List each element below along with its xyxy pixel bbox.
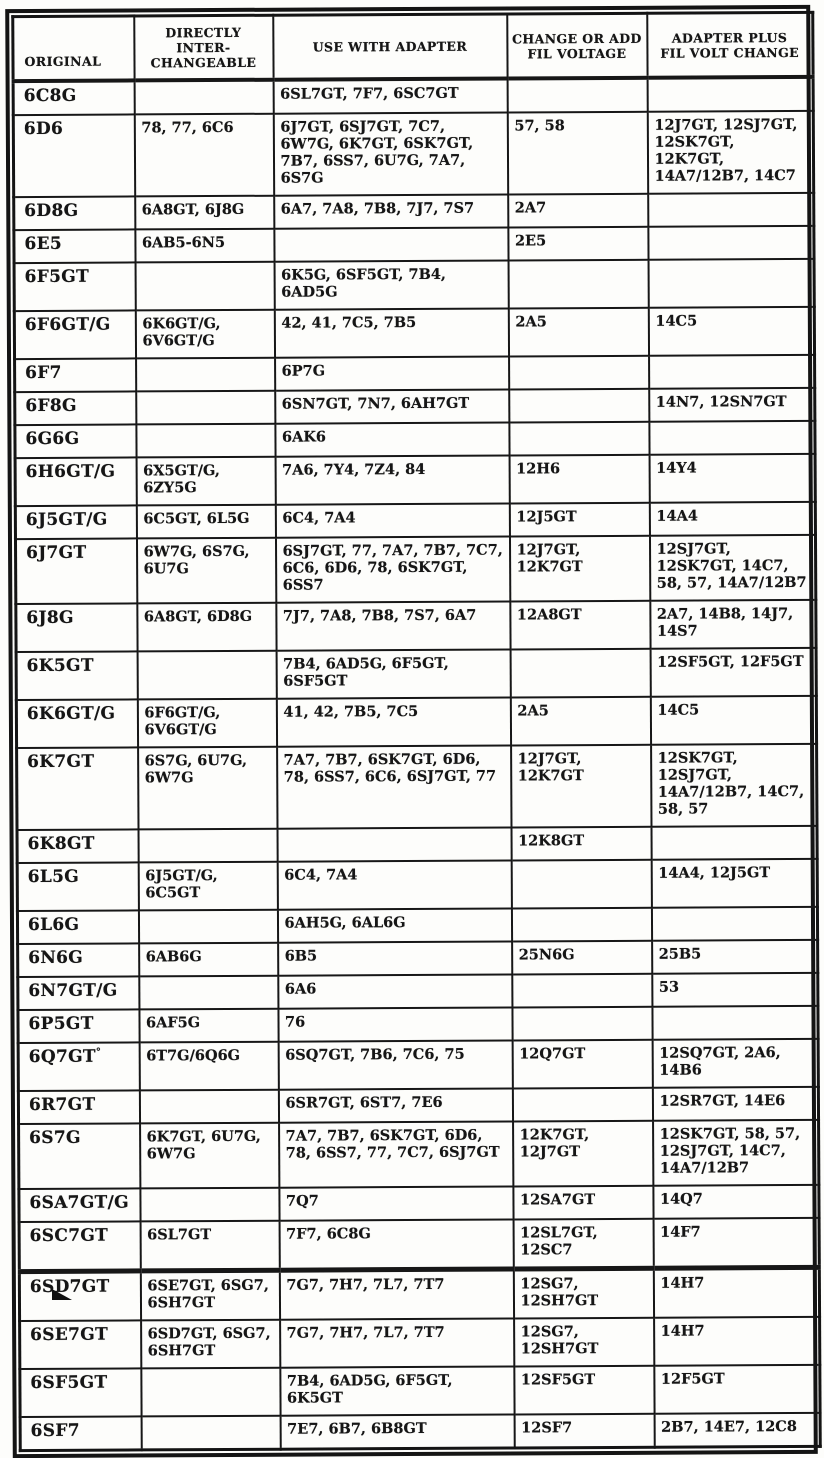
cell-directly-interchangeable: 6W7G, 6S7G, 6U7G: [136, 538, 275, 604]
original-tube-label: 6N7GT/G: [28, 980, 118, 1002]
cell-adapter-plus-fil-volt-change: [652, 1006, 818, 1040]
cell-use-with-adapter: 7A6, 7Y4, 7Z4, 84: [275, 455, 509, 504]
cell-adapter-plus-fil-volt-change: 14Q7: [653, 1185, 819, 1219]
cell-use-with-adapter: 6SJ7GT, 77, 7A7, 7B7, 7C7, 6C6, 6D6, 78, 6SK7GT, 6SS7: [275, 536, 509, 602]
cell-directly-interchangeable: 6AB6G: [139, 943, 278, 977]
cell-adapter-plus-fil-volt-change: [648, 259, 814, 308]
cell-original: [16, 699, 137, 748]
original-tube-label: 6F7: [25, 362, 62, 384]
cell-directly-interchangeable: [136, 358, 275, 392]
cell-directly-interchangeable: 6J5GT/G, 6C5GT: [138, 862, 277, 911]
cell-adapter-plus-fil-volt-change: 14C5: [648, 307, 814, 356]
cell-adapter-plus-fil-volt-change: [649, 355, 815, 389]
cell-adapter-plus-fil-volt-change: [648, 193, 814, 227]
original-tube-label: 6D8G: [24, 200, 79, 222]
table-row: [17, 744, 817, 830]
cell-adapter-plus-fil-volt-change: 12SJ7GT, 12SK7GT, 14C7, 58, 57, 14A7/12B7: [649, 535, 815, 601]
cell-change-or-add-fil-voltage: 25N6G: [512, 941, 652, 975]
cell-original: [16, 603, 137, 652]
cell-use-with-adapter: 7G7, 7H7, 7L7, 7T7: [280, 1318, 514, 1367]
cell-directly-interchangeable: 6A8GT, 6J8G: [135, 196, 274, 230]
cell-adapter-plus-fil-volt-change: 12SQ7GT, 2A6, 14B6: [652, 1039, 818, 1088]
cell-change-or-add-fil-voltage: 12K7GT, 12J7GT: [513, 1121, 653, 1187]
table-row: [15, 421, 815, 458]
table-row: [19, 1267, 819, 1321]
header-row: [13, 12, 813, 81]
cell-adapter-plus-fil-volt-change: 2A7, 14B8, 14J7, 14S7: [650, 600, 816, 649]
cell-original: [17, 910, 138, 944]
cell-directly-interchangeable: [139, 976, 278, 1010]
cell-directly-interchangeable: 6SD7GT, 6SG7, 6SH7GT: [141, 1320, 280, 1369]
cell-original: [17, 862, 138, 911]
table-row: [15, 535, 815, 604]
cell-directly-interchangeable: 6K7GT, 6U7G, 6W7G: [140, 1123, 279, 1189]
cell-original: [14, 310, 135, 359]
cell-use-with-adapter: 7F7, 6C8G: [279, 1219, 513, 1270]
cell-original: [15, 391, 136, 425]
cell-use-with-adapter: 7Q7: [279, 1186, 513, 1220]
cell-adapter-plus-fil-volt-change: 12J7GT, 12SJ7GT, 12SK7GT, 12K7GT, 14A7/12B7, 14C7: [647, 111, 813, 194]
table-row: [18, 1039, 818, 1091]
tube-interchangeability-table: [5, 5, 818, 1458]
col-header-use-with-adapter: USE WITH ADAPTER: [273, 14, 507, 80]
cell-use-with-adapter: 76: [278, 1007, 512, 1041]
col-header-change-or-add-fil-voltage: CHANGE OR ADD FIL VOLTAGE: [507, 13, 647, 78]
table-row: [14, 307, 814, 359]
cell-original: [19, 1123, 140, 1189]
cell-change-or-add-fil-voltage: 57, 58: [507, 112, 647, 195]
table-row: [19, 1120, 819, 1189]
cell-adapter-plus-fil-volt-change: 12SR7GT, 14E6: [652, 1087, 818, 1121]
cell-use-with-adapter: 6K5G, 6SF5GT, 7B4, 6AD5G: [274, 260, 508, 309]
table-row: [20, 1365, 820, 1417]
cell-directly-interchangeable: 6AB5-6N5: [135, 229, 274, 263]
cell-change-or-add-fil-voltage: 12SL7GT, 12SC7: [513, 1219, 653, 1269]
cell-adapter-plus-fil-volt-change: 14A4, 12J5GT: [651, 859, 817, 908]
cell-directly-interchangeable: 6K6GT/G, 6V6GT/G: [135, 310, 274, 359]
col-header-directly-interchangeable: DIRECTLY INTER- CHANGEABLE: [134, 15, 273, 80]
cell-directly-interchangeable: 6F6GT/G, 6V6GT/G: [137, 699, 276, 748]
original-tube-label: 6F8G: [25, 395, 77, 417]
cell-change-or-add-fil-voltage: 12J5GT: [509, 503, 649, 537]
cell-change-or-add-fil-voltage: 12J7GT, 12K7GT: [511, 745, 651, 828]
cell-adapter-plus-fil-volt-change: 14F7: [653, 1218, 819, 1268]
cell-change-or-add-fil-voltage: 12Q7GT: [512, 1040, 652, 1089]
original-tube-label: 6J7GT: [26, 542, 87, 564]
cell-change-or-add-fil-voltage: [512, 1088, 652, 1122]
cell-directly-interchangeable: 6X5GT/G, 6ZY5G: [136, 457, 275, 506]
scan-artifact: [52, 1289, 72, 1300]
original-tube-label: 6SD7GT: [29, 1276, 110, 1298]
cell-original: [13, 114, 134, 197]
cell-original: [18, 943, 139, 977]
cell-use-with-adapter: 7B4, 6AD5G, 6F5GT, 6SF5GT: [276, 649, 510, 698]
cell-use-with-adapter: 7A7, 7B7, 6SK7GT, 6D6, 78, 6SS7, 6C6, 6SJ7GT, 77: [277, 745, 511, 828]
cell-directly-interchangeable: [134, 80, 273, 115]
original-tube-label: 6K8GT: [27, 833, 95, 855]
table-row: [16, 600, 816, 652]
cell-change-or-add-fil-voltage: [511, 908, 651, 942]
cell-use-with-adapter: [277, 827, 511, 861]
cell-directly-interchangeable: [138, 829, 277, 863]
original-tube-label: 6L5G: [27, 866, 80, 888]
original-tube-label: 6P5GT: [28, 1013, 94, 1035]
cell-use-with-adapter: 7B4, 6AD5G, 6F5GT, 6K5GT: [280, 1366, 514, 1415]
cell-original: [19, 1188, 140, 1222]
original-tube-label: 6E5: [24, 233, 63, 255]
cell-use-with-adapter: 6P7G: [275, 356, 509, 390]
cell-original: [17, 747, 138, 830]
table-row: [13, 77, 813, 115]
cell-original: [14, 229, 135, 263]
cell-use-with-adapter: 6C4, 7A4: [277, 860, 511, 909]
cell-use-with-adapter: 7E7, 6B7, 6B8GT: [280, 1414, 514, 1449]
cell-use-with-adapter: [274, 227, 508, 261]
cell-directly-interchangeable: [141, 1368, 280, 1417]
cell-directly-interchangeable: [138, 910, 277, 944]
cell-original: [19, 1221, 140, 1271]
table-row: [14, 259, 814, 311]
original-tube-label: 6L6G: [27, 914, 80, 936]
cell-use-with-adapter: 7G7, 7H7, 7L7, 7T7: [279, 1269, 513, 1320]
cell-original: [15, 358, 136, 392]
cell-use-with-adapter: 6SN7GT, 7N7, 6AH7GT: [275, 389, 509, 423]
cell-change-or-add-fil-voltage: [512, 974, 652, 1008]
cell-original: [15, 424, 136, 458]
original-tube-label: 6K7GT: [27, 751, 95, 773]
cell-adapter-plus-fil-volt-change: 12SK7GT, 58, 57, 12SJ7GT, 14C7, 14A7/12B7: [653, 1120, 819, 1186]
original-tube-label: 6G6G: [25, 428, 80, 450]
table-row: [13, 111, 813, 197]
cell-use-with-adapter: 42, 41, 7C5, 7B5: [274, 308, 508, 357]
cell-original: [20, 1368, 141, 1417]
table-row: [15, 355, 815, 392]
cell-adapter-plus-fil-volt-change: [649, 421, 815, 455]
cell-use-with-adapter: 6A7, 7A8, 7B8, 7J7, 7S7: [274, 194, 508, 228]
cell-use-with-adapter: 6A6: [278, 974, 512, 1008]
cell-directly-interchangeable: 6S7G, 6U7G, 6W7G: [138, 747, 277, 830]
cell-use-with-adapter: 6J7GT, 6SJ7GT, 7C7, 6W7G, 6K7GT, 6SK7GT, 7B7, 6SS7, 6U7G, 7A7, 6S7G: [273, 112, 507, 195]
table-row: [16, 648, 816, 700]
cell-change-or-add-fil-voltage: 12SF5GT: [514, 1366, 654, 1415]
cell-use-with-adapter: 6AK6: [275, 422, 509, 456]
table-row: [18, 940, 818, 977]
original-tube-label: 6SE7GT: [30, 1324, 109, 1346]
cell-original: [20, 1320, 141, 1369]
cell-change-or-add-fil-voltage: 12SG7, 12SH7GT: [514, 1318, 654, 1367]
cell-change-or-add-fil-voltage: 2A5: [508, 308, 648, 357]
original-tube-label: 6SA7GT/G: [29, 1192, 129, 1214]
cell-adapter-plus-fil-volt-change: 14N7, 12SN7GT: [649, 388, 815, 422]
cell-change-or-add-fil-voltage: [511, 860, 651, 909]
cell-use-with-adapter: 41, 42, 7B5, 7C5: [276, 697, 510, 746]
table-row: [15, 454, 815, 506]
table-row: [14, 193, 814, 230]
col-header-original: ORIGINAL: [13, 16, 134, 81]
cell-change-or-add-fil-voltage: 12SF7: [514, 1414, 654, 1448]
table-row: [16, 696, 816, 748]
cell-adapter-plus-fil-volt-change: [651, 826, 817, 860]
original-tube-label: 6D6: [23, 118, 64, 140]
cell-directly-interchangeable: [137, 651, 276, 700]
cell-change-or-add-fil-voltage: [509, 422, 649, 456]
cell-directly-interchangeable: [136, 391, 275, 425]
cell-adapter-plus-fil-volt-change: [647, 77, 813, 112]
cell-original: [15, 505, 136, 539]
cell-adapter-plus-fil-volt-change: 14A4: [649, 502, 815, 536]
cell-change-or-add-fil-voltage: [507, 78, 647, 113]
cell-use-with-adapter: 6SL7GT, 7F7, 6SC7GT: [273, 78, 507, 113]
cell-directly-interchangeable: [141, 1416, 280, 1450]
original-tube-label: 6F5GT: [24, 266, 90, 288]
table-row: [15, 388, 815, 425]
footnote-mark: °: [95, 1046, 102, 1059]
original-tube-label: 6SF5GT: [30, 1372, 108, 1394]
cell-change-or-add-fil-voltage: [512, 1007, 652, 1041]
original-tube-label: 6J8G: [26, 607, 74, 629]
table-row: [15, 502, 815, 539]
cell-directly-interchangeable: 6C5GT, 6L5G: [136, 505, 275, 539]
cell-adapter-plus-fil-volt-change: 25B5: [652, 940, 818, 974]
table-row: [19, 1218, 819, 1272]
cell-adapter-plus-fil-volt-change: [651, 907, 817, 941]
data-table: [11, 11, 822, 1452]
original-tube-label: 6K5GT: [26, 655, 94, 677]
cell-original: [18, 1042, 139, 1091]
cell-use-with-adapter: 6C4, 7A4: [275, 503, 509, 537]
cell-original: [19, 1271, 140, 1321]
cell-adapter-plus-fil-volt-change: 53: [652, 973, 818, 1007]
cell-original: [13, 80, 134, 115]
cell-adapter-plus-fil-volt-change: 12SF5GT, 12F5GT: [650, 648, 816, 697]
cell-directly-interchangeable: [136, 424, 275, 458]
cell-original: [17, 829, 138, 863]
cell-directly-interchangeable: 6SL7GT: [140, 1221, 279, 1271]
cell-change-or-add-fil-voltage: [509, 356, 649, 390]
original-tube-label: 6Q7GT: [28, 1046, 96, 1068]
cell-change-or-add-fil-voltage: 12J7GT, 12K7GT: [509, 536, 649, 602]
cell-adapter-plus-fil-volt-change: 14H7: [654, 1317, 820, 1366]
cell-directly-interchangeable: 6A8GT, 6D8G: [137, 603, 276, 652]
cell-directly-interchangeable: [135, 262, 274, 311]
table-row: [18, 1006, 818, 1043]
cell-use-with-adapter: 7J7, 7A8, 7B8, 7S7, 6A7: [276, 601, 510, 650]
cell-directly-interchangeable: 6AF5G: [139, 1009, 278, 1043]
cell-change-or-add-fil-voltage: 2A7: [508, 194, 648, 228]
cell-original: [14, 196, 135, 230]
cell-original: [18, 1009, 139, 1043]
table-row: [19, 1185, 819, 1222]
original-tube-label: 6C8G: [23, 85, 77, 107]
cell-use-with-adapter: 7A7, 7B7, 6SK7GT, 6D6, 78, 6SS7, 77, 7C7, 6SJ7GT: [279, 1121, 513, 1187]
cell-directly-interchangeable: 6SE7GT, 6SG7, 6SH7GT: [140, 1270, 279, 1320]
cell-original: [18, 1090, 139, 1124]
cell-adapter-plus-fil-volt-change: 2B7, 14E7, 12C8: [654, 1413, 820, 1447]
table-row: [18, 1087, 818, 1124]
cell-change-or-add-fil-voltage: [508, 260, 648, 309]
table-row: [20, 1413, 820, 1451]
cell-adapter-plus-fil-volt-change: 14C5: [650, 696, 816, 745]
table-row: [17, 826, 817, 863]
cell-change-or-add-fil-voltage: 12SA7GT: [513, 1186, 653, 1220]
cell-original: [18, 976, 139, 1010]
table-row: [14, 226, 814, 263]
cell-adapter-plus-fil-volt-change: 14Y4: [649, 454, 815, 503]
cell-change-or-add-fil-voltage: 2E5: [508, 227, 648, 261]
original-tube-label: 6SC7GT: [29, 1225, 109, 1247]
cell-change-or-add-fil-voltage: 12SG7, 12SH7GT: [513, 1268, 653, 1318]
cell-change-or-add-fil-voltage: 12K8GT: [511, 827, 651, 861]
cell-original: [16, 651, 137, 700]
cell-change-or-add-fil-voltage: 12H6: [509, 455, 649, 504]
cell-original: [15, 538, 136, 604]
original-tube-label: 6N6G: [28, 947, 84, 969]
cell-adapter-plus-fil-volt-change: 12F5GT: [654, 1365, 820, 1414]
original-tube-label: 6R7GT: [28, 1094, 96, 1116]
table-row: [17, 859, 817, 911]
table-row: [20, 1317, 820, 1369]
cell-directly-interchangeable: [139, 1090, 278, 1124]
original-tube-label: 6SF7: [30, 1420, 80, 1442]
cell-adapter-plus-fil-volt-change: 12SK7GT, 12SJ7GT, 14A7/12B7, 14C7, 58, 57: [651, 744, 817, 827]
cell-directly-interchangeable: [140, 1188, 279, 1222]
cell-use-with-adapter: 6AH5G, 6AL6G: [277, 908, 511, 942]
cell-change-or-add-fil-voltage: 12A8GT: [510, 601, 650, 650]
cell-directly-interchangeable: 78, 77, 6C6: [134, 114, 273, 197]
cell-original: [20, 1416, 141, 1450]
table-row: [18, 973, 818, 1010]
cell-use-with-adapter: 6B5: [278, 941, 512, 975]
cell-original: [15, 457, 136, 506]
cell-original: [14, 262, 135, 311]
cell-change-or-add-fil-voltage: [510, 649, 650, 698]
table-row: [17, 907, 817, 944]
original-tube-label: 6H6GT/G: [25, 461, 116, 483]
cell-use-with-adapter: 6SQ7GT, 7B6, 7C6, 75: [278, 1040, 512, 1089]
original-tube-label: 6J5GT/G: [25, 509, 108, 531]
original-tube-label: 6S7G: [29, 1127, 81, 1149]
col-header-adapter-plus-fil-volt-change: ADAPTER PLUS FIL VOLT CHANGE: [647, 12, 813, 77]
cell-change-or-add-fil-voltage: 2A5: [510, 697, 650, 746]
cell-directly-interchangeable: 6T7G/6Q6G: [139, 1042, 278, 1091]
cell-adapter-plus-fil-volt-change: [648, 226, 814, 260]
cell-adapter-plus-fil-volt-change: 14H7: [653, 1267, 819, 1317]
cell-use-with-adapter: 6SR7GT, 6ST7, 7E6: [278, 1088, 512, 1122]
original-tube-label: 6F6GT/G: [24, 314, 111, 336]
cell-change-or-add-fil-voltage: [509, 389, 649, 423]
original-tube-label: 6K6GT/G: [26, 703, 116, 725]
